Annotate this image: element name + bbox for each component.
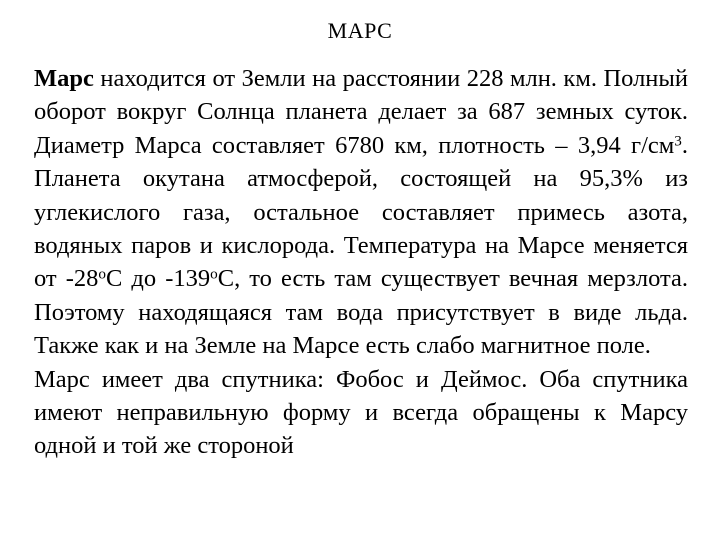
lead-word-mars: Марс bbox=[34, 65, 94, 92]
superscript-degree: о bbox=[210, 265, 218, 283]
paragraph-text-part: С до -139 bbox=[105, 265, 211, 293]
paragraph-text-part: . Планета окутана атмосферой, состоящей на 95,3% из углекислого газа, остальное составляет примесь азота, водяных паров и кислорода. Температура на Марсе меняется от -28 bbox=[34, 131, 688, 293]
superscript-degree: о bbox=[98, 265, 106, 283]
page-title: МАРС bbox=[327, 18, 393, 43]
document-body bbox=[34, 62, 688, 463]
paragraph-mars-facts bbox=[34, 62, 688, 363]
superscript-cubic: 3 bbox=[674, 132, 682, 150]
paragraph-text-part: С, то есть там существует вечная мерзлота. Поэтому находящаяся там вода присутствует в виде льда. Также как и на Земле на Марсе есть слабо магнитное поле. bbox=[34, 265, 688, 360]
paragraph-text-part: находится от Земли на расстоянии 228 млн. км. Полный оборот вокруг Солнца планета делает за 687 земных суток. Диаметр Марса составляет 6780 км, плотность – 3,94 г/см bbox=[34, 65, 688, 159]
paragraph-mars-satellites: Марс имеет два спутника: Фобос и Деймос. Оба спутника имеют неправильную форму и всегда обращены к Марсу одной и той же стороной bbox=[34, 365, 688, 460]
